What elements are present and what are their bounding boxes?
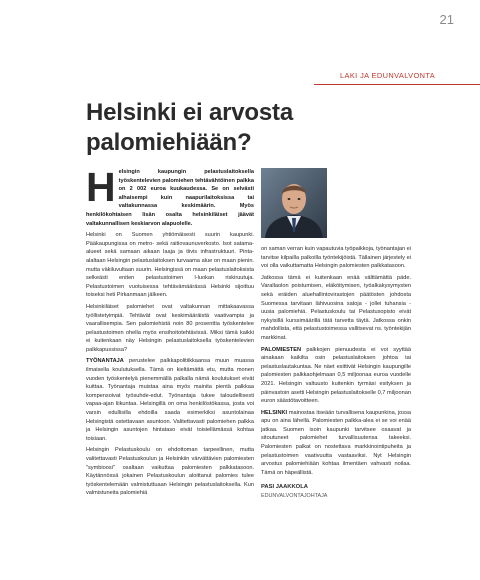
author-title: EDUNVALVONTAJOHTAJA <box>261 493 328 500</box>
author-signature <box>261 483 411 500</box>
author-photo <box>261 168 327 238</box>
intro-text: elsingin kaupungin pelastuslaitoksella työskentelevien palomiehen tehtävähtöinen palkka on 2 002 euroa kuukaudessa. Se on selvästi alhaisempi kuin naapurilaitoksissa tai valtakunnassa keskimäärin. Myös henkilökohtaisen lisän osalta helsinkiläiset jäävät valtakunnallisen keskiarvon alapuolelle. <box>86 169 254 227</box>
page-number: 21 <box>439 12 454 27</box>
paragraph: Helsingin Pelastuskoulu on ehdottoman tarpeellinen, mutta valitettavasti Pelastuskoulun ja Helsinkiin värvättävien palomiesten "symbioosi" osaltaan vaikuttaa palomiesten palkkatasoon. Käytännössä jokainen Pelastuskoulun aloittanut palomies tulee työskentelemään valmistuttuaan Helsingin pelastuslaitoksella. Kun valmistuneita palomiehiä <box>86 447 254 497</box>
paragraph-body: mainostaa itseään turvallisena kaupunkina, jossa apu on aina lähellä. Palomiesten palkka-alea ei se voi enää jatkaa. Suomen isoin kaupunki tarvitsee osaavat ja sitoutuneet palomiehet turvallisuutensa takeeksi. Palomiesten palkat on nostettava markkinointipuheita ja pelastustoimen vaativuutta vastaaviksi. Nyt Helsingin arvostus palomiehiään kohtaa ilmentäen vahvasti noilaa. Tämä on häpeällistä. <box>261 409 411 476</box>
paragraph-body: palkkojen pienuudesta ei voi syyttää ainakaan kaikilta osin pelastuslaitoksen johtoa tai pelastuslautakuntaa. Ne näet esittivät Helsingin kaupungille palomiesten palkkaohjelmaan 0,5 miljoonaa euroa vuodelle 2021. Helsingin valtuusto kuitenkin tyrmäsi esityksen ja päinvastoin asetti Helsingin pelastuslaitokselle 0,7 miljoonan euron säästötavoitteen. <box>261 346 411 405</box>
paragraph <box>86 357 254 443</box>
author-portrait <box>261 168 327 238</box>
paragraph-lead: PALOMIESTEN <box>261 346 301 353</box>
paragraph: Helsinkiläiset palomiehet ovat valtakunnan mittakaavassa työllistetyimpiä. Tehtävät ovat keskimääräistä vaativampia ja vaarallisempia. Sen palomiehistä noin 80 prosenttia työskentelee pelastustoimen ohella myös ensihoitotehtävissä. Miksi tämä kaikki ei kuitenkaan näy Helsingin pelastuslaitoksella työskentelevien palkkapussissa? <box>86 303 254 353</box>
paragraph-body: perustelee palkkapolitiikkaansa muun muassa ilmaisella koulutuksella. Tämä on kieltämättä etu, mutta monen vuoden työskentelyä pienemmällä palkalla nämä koulutukset eivät kuittaa. Työnantaja muistaa aina myös mainita pientä palkkaa kompensoivat työsuhde-edut. Työnantaja tukee taloudellisesti vapaa-ajan liikuntaa. Helsingillä on oma henkilöstökassa, josta voi varsin edullisilla ehdoilla saada esimerkiksi asuntolainaa Helsingistä ostettavaan asuntoon. Valitettavasti palomiehen palkka ja Helsingin asuntojen hintataso eivät toisiellämässä kohtaa toisiaan. <box>86 358 254 442</box>
left-column <box>86 164 254 501</box>
paragraph-lead: HELSINKI <box>261 409 288 416</box>
section-tag <box>314 71 480 85</box>
paragraph: Jatkossa tämä ei kuitenkaan enää välttämättä päde. Varallaolon poistumisen, eläköitymisen, työalkakysymysten sekä eräiden aluehallintovirastojen päätösten johdosta Suomessa tarvitaan lähivuosina satoja - jollei tuhansia - uusia palomiehiä. Pelastuskoulu tai Pelastusopisto eivät nykyisillä kurssimäärillä tätä tarvetta täytä. Jatkossa onkin mahdollista, että pelastustoimessa vallitsevat ns. työntekijän markkinat. <box>261 274 411 341</box>
paragraph <box>261 409 411 478</box>
author-name: PASI JAAKKOLA <box>261 484 308 491</box>
paragraph-lead: TYÖNANTAJA <box>86 358 124 365</box>
section-rule <box>314 84 480 85</box>
paragraph <box>261 346 411 406</box>
right-column <box>261 245 411 501</box>
paragraph: on saman verran kuin vapautuvia työpaikkoja, työnantajan ei tarvitse kilpailla palkoilla työntekijöistä. Tällainen järjestely ei voi olla vaikuttamatta Helsingin palomiesten palkkatasoon. <box>261 246 411 270</box>
paragraph: Helsinki on Suomen yhtiömäisesti suurin kaupunki. Pääkaupungissa on metro- sekä raitiovaunuverkosto. Isot satama-alueet sekä samaan aikaan laaja ja tiivis infrastruktuuri. Pinta-alaltaan Helsingin pelastuslaitoksen turvaama alue on maan pienin. mutta väkiluvultaan suurin. Helsingissä on maan pelastuslaitoksista selkeästi eniten pelastustoimen l-luokan riskiruutuja. Pelastustoimen vuotuisessa tehtävämäärässä Helsinki sijoittuu toiseksi heti Pirkanmaan jälkeen. <box>86 232 254 299</box>
article-headline: Helsinki ei arvosta palomiehiään? <box>86 99 293 156</box>
section-label: LAKI JA EDUNVALVONTA <box>340 71 436 80</box>
intro-paragraph <box>86 164 254 228</box>
dropcap: H <box>86 164 116 210</box>
